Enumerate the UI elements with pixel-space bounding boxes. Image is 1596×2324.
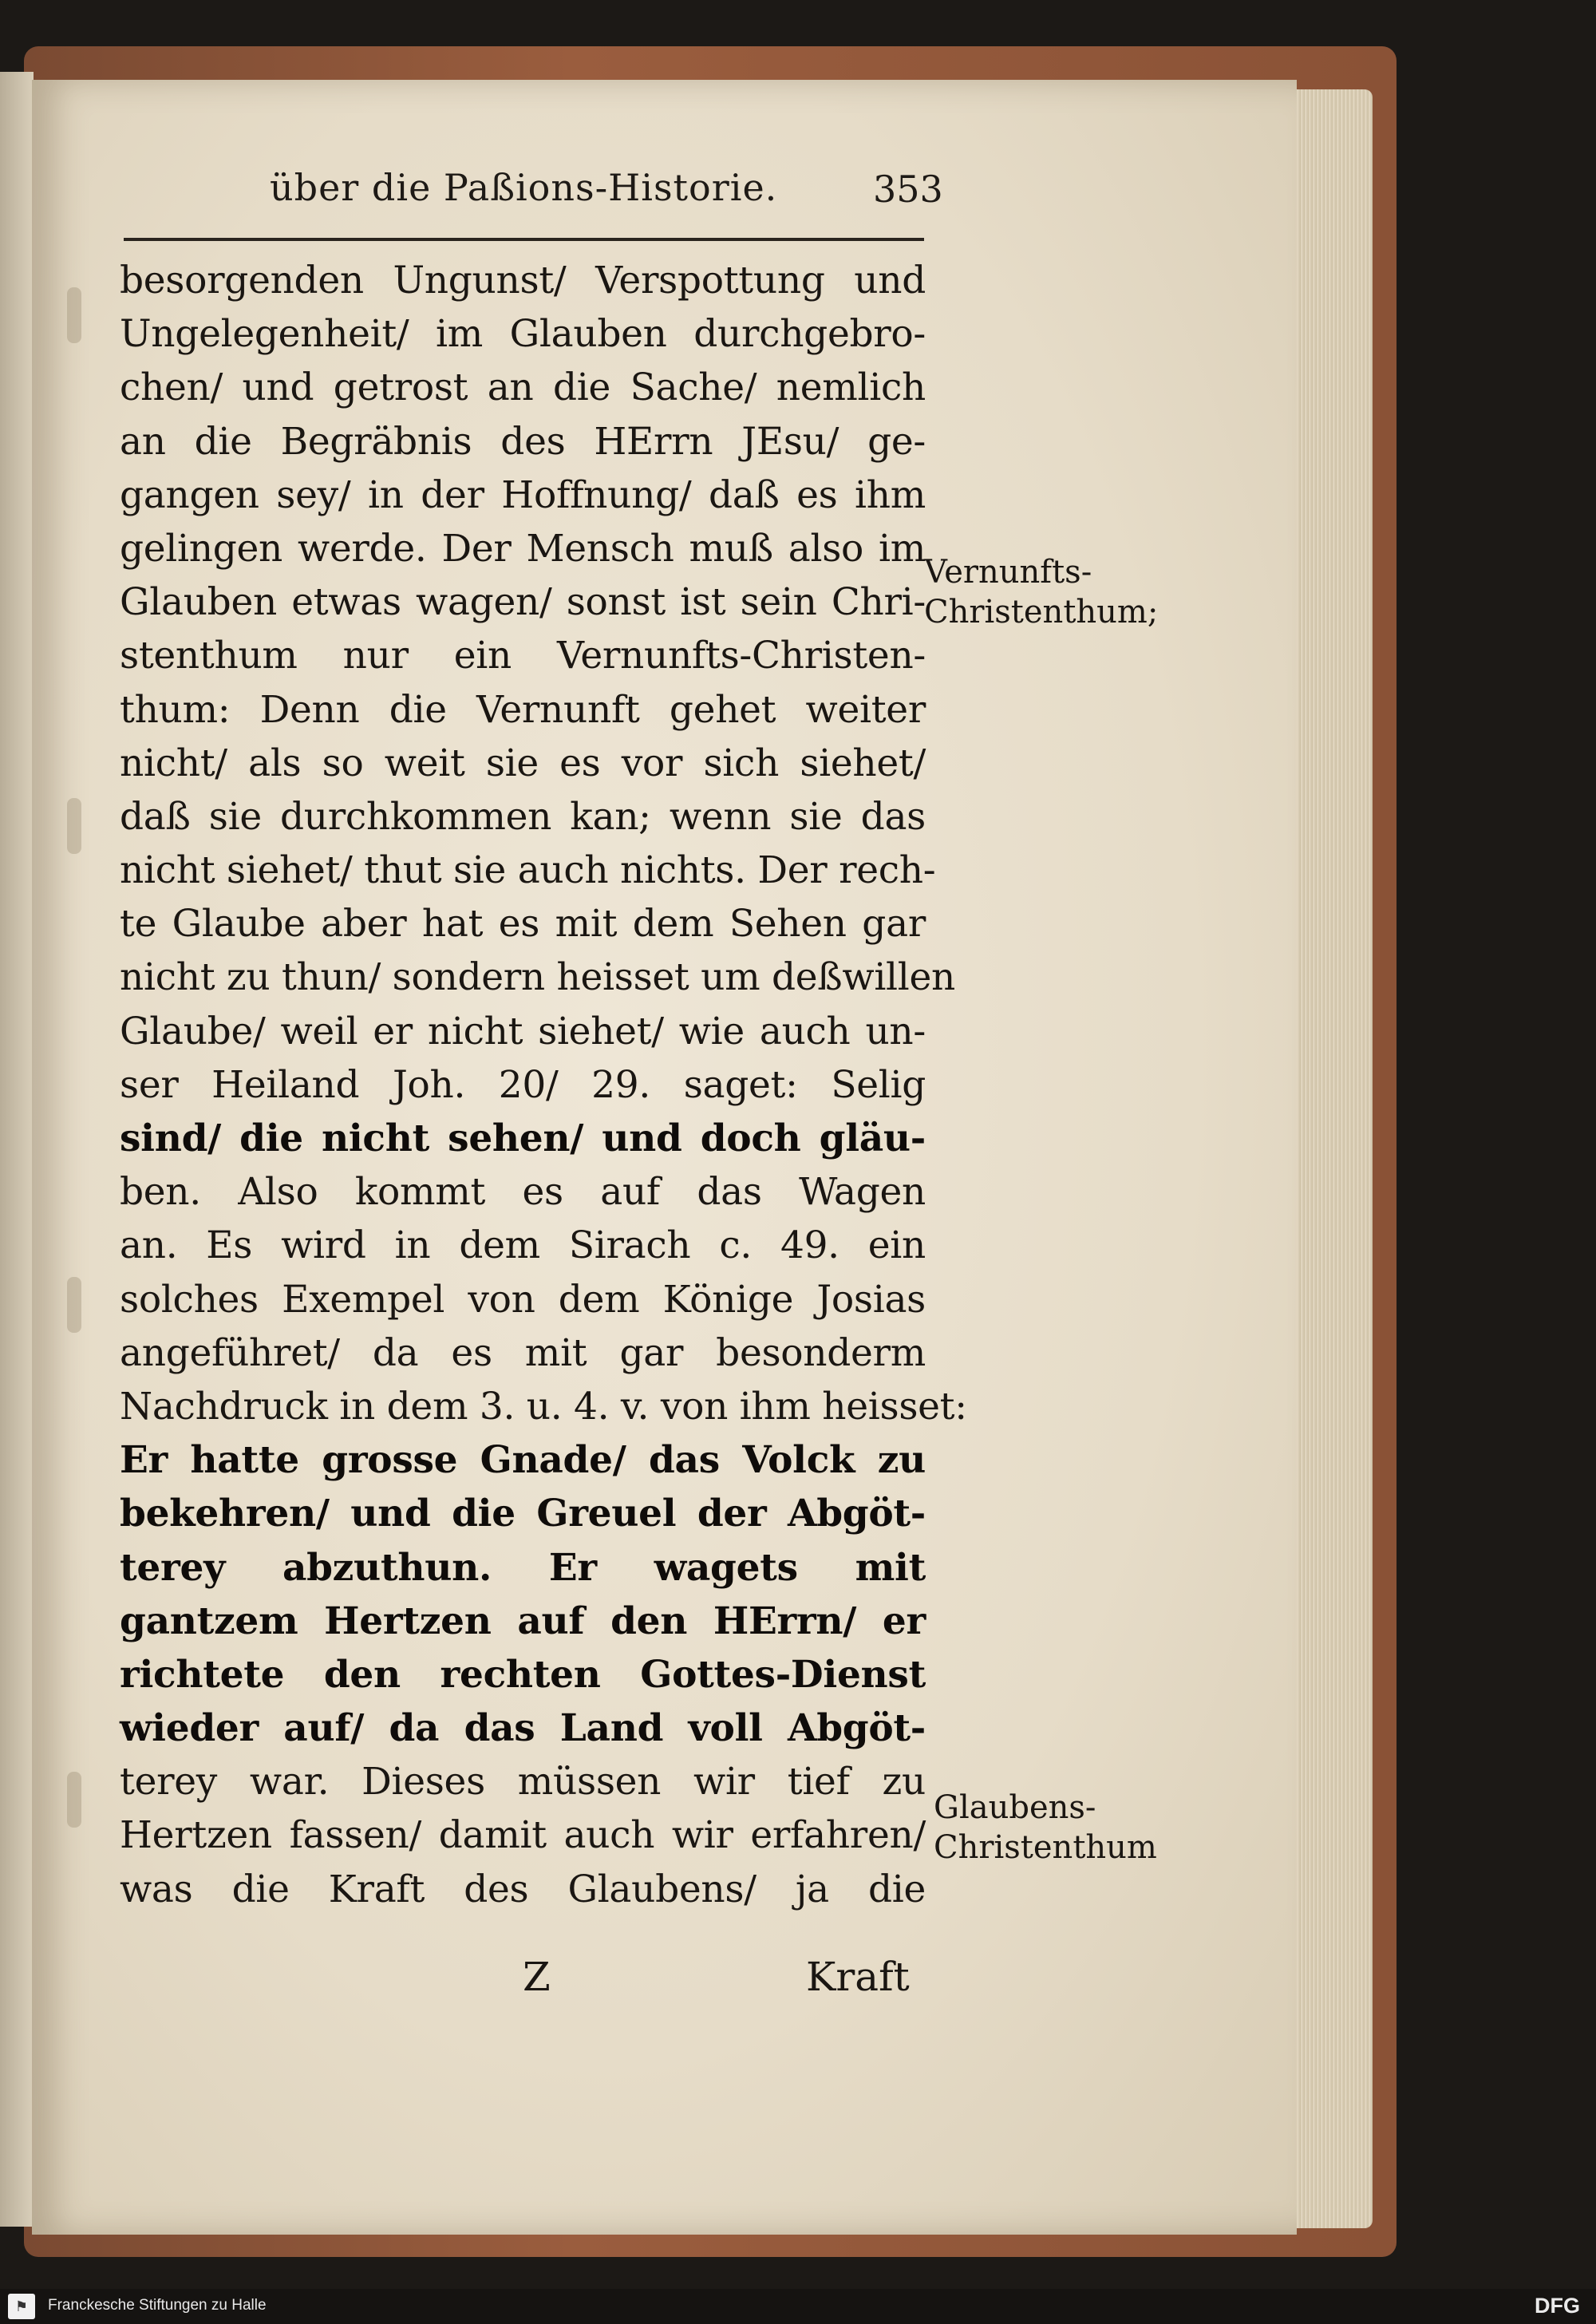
text-line: Er hatte grosse Gnade/ das Volck zu [120,1438,926,1483]
text-line: sind/ die nicht sehen/ und doch gläu- [120,1117,926,1160]
body-text [120,254,967,1916]
binding-stitch [67,287,81,343]
text-line: daß sie durchkommen kan; wenn sie das [120,794,926,839]
text-line: an die Begräbnis des HErrn JEsu/ ge- [120,419,926,464]
text-line: solches Exempel von dem Könige Josias [120,1277,926,1322]
marginal-note-line: Glaubens- [934,1789,1096,1826]
page-stack-edge [1285,89,1373,2228]
text-line: ben. Also kommt es auf das Wagen [120,1170,926,1215]
text-line: bekehren/ und die Greuel der Abgöt- [120,1492,926,1536]
catchword: Kraft [806,1954,910,2000]
text-line: wieder auf/ da das Land voll Abgöt- [120,1706,926,1751]
text-line: nicht siehet/ thut sie auch nichts. Der rech- [120,848,936,893]
text-line: richtete den rechten Gottes-Dienst [120,1652,926,1697]
footer-bar [0,2289,1596,2324]
text-line: Ungelegenheit/ im Glauben durchgebro- [120,312,926,357]
signature-mark: Z [523,1954,551,2000]
marginal-note-vernunfts [924,552,1158,632]
text-line: Hertzen fassen/ damit auch wir erfahren/ [120,1813,926,1858]
text-line: chen/ und getrost an die Sache/ nemlich [120,366,926,410]
marginal-note-line: Christenthum [934,1829,1157,1866]
previous-page-edge [0,72,34,2227]
page-number: 353 [873,168,943,211]
text-line: gelingen werde. Der Mensch muß also im [120,526,926,571]
institution-logo-icon[interactable]: ⚑ [8,2294,35,2319]
text-line: nicht zu thun/ sondern heisset um deßwillen [120,955,956,1000]
text-line: an. Es wird in dem Sirach c. 49. ein [120,1223,926,1268]
institution-name[interactable]: Franckesche Stiftungen zu Halle [48,2297,267,2314]
binding-stitch [67,798,81,854]
dfg-logo[interactable]: DFG [1535,2294,1580,2318]
text-line: nicht/ als so weit sie es vor sich siehet/ [120,741,926,785]
text-line: was die Kraft des Glaubens/ ja die [120,1867,926,1911]
text-line: gantzem Hertzen auf den HErrn/ er [120,1599,926,1643]
text-line: Glauben etwas wagen/ sonst ist sein Chri- [120,580,926,625]
text-line: terey abzuthun. Er wagets mit [120,1545,926,1590]
text-line: ser Heiland Joh. 20/ 29. saget: Selig [120,1062,926,1107]
text-line: gangen sey/ in der Hoffnung/ daß es ihm [120,472,926,517]
text-line: angeführet/ da es mit gar besonderm [120,1330,926,1375]
marginal-note-glaubens [934,1788,1157,1868]
text-line: thum: Denn die Vernunft gehet weiter [120,687,926,732]
text-line: te Glaube aber hat es mit dem Sehen gar [120,902,926,947]
binding-stitch [67,1772,81,1828]
text-line: Glaube/ weil er nicht siehet/ wie auch un- [120,1009,926,1053]
text-line: Nachdruck in dem 3. u. 4. v. von ihm heisset: [120,1384,967,1429]
text-line: besorgenden Ungunst/ Verspottung und [120,259,926,302]
binding-stitch [67,1277,81,1333]
running-title: über die Paßions-Historie. [270,166,778,209]
header-rule [124,238,924,241]
marginal-note-line: Christenthum; [924,594,1159,630]
text-line: stenthum nur ein Vernunfts-Christen- [120,634,926,678]
marginal-note-line: Vernunfts- [924,554,1092,591]
text-line: terey war. Dieses müssen wir tief zu [120,1760,926,1804]
